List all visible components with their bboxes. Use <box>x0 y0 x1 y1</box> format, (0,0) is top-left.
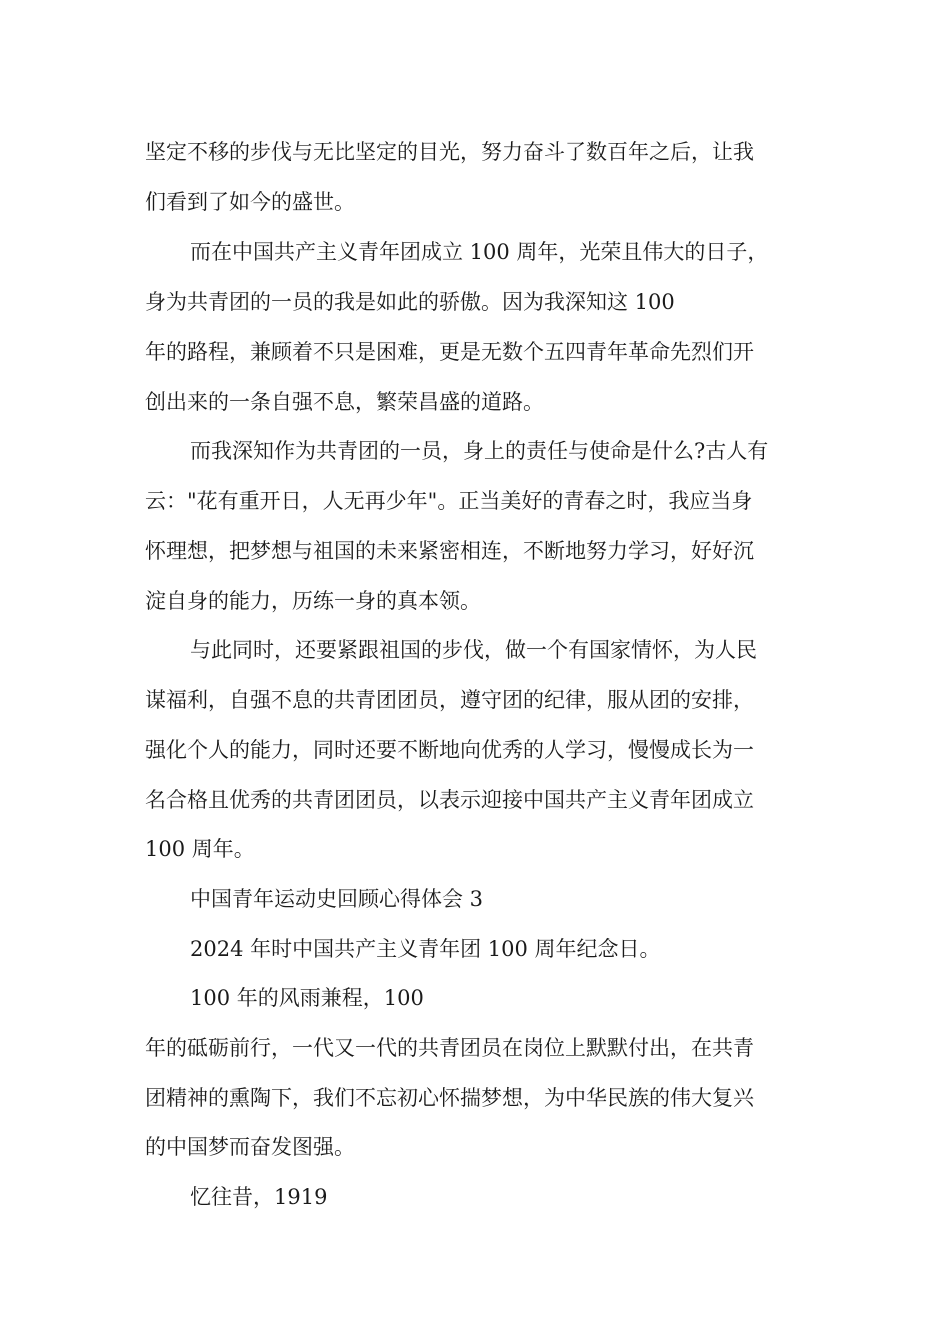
text-line: 们看到了如今的盛世。 <box>145 190 355 214</box>
text-line: 年的砥砺前行，一代又一代的共青团员在岗位上默默付出，在共青 <box>145 1036 754 1060</box>
text-line: 云："花有重开日，人无再少年"。正当美好的青春之时，我应当身 <box>145 489 753 513</box>
text-line: 年的路程，兼顾着不只是困难，更是无数个五四青年革命先烈们开 <box>145 340 754 364</box>
paragraph-start: 100 年的风雨兼程，100 <box>190 986 424 1010</box>
text-line: 坚定不移的步伐与无比坚定的目光，努力奋斗了数百年之后，让我 <box>145 140 754 164</box>
section-heading: 中国青年运动史回顾心得体会 3 <box>190 887 484 911</box>
text-line: 强化个人的能力，同时还要不断地向优秀的人学习，慢慢成长为一 <box>145 738 754 762</box>
paragraph-start: 忆往昔，1919 <box>190 1185 328 1209</box>
text-line: 身为共青团的一员的我是如此的骄傲。因为我深知这 100 <box>145 290 675 314</box>
text-line: 创出来的一条自强不息，繁荣昌盛的道路。 <box>145 390 544 414</box>
paragraph-start: 与此同时，还要紧跟祖国的步伐，做一个有国家情怀，为人民 <box>190 638 757 662</box>
text-line: 团精神的熏陶下，我们不忘初心怀揣梦想，为中华民族的伟大复兴 <box>145 1086 754 1110</box>
text-line: 名合格且优秀的共青团团员，以表示迎接中国共产主义青年团成立 <box>145 788 754 812</box>
text-line: 怀理想，把梦想与祖国的未来紧密相连，不断地努力学习，好好沉 <box>145 539 754 563</box>
paragraph-start: 2024 年时中国共产主义青年团 100 周年纪念日。 <box>190 937 661 961</box>
text-line: 淀自身的能力，历练一身的真本领。 <box>145 589 481 613</box>
paragraph-start: 而我深知作为共青团的一员，身上的责任与使命是什么?古人有 <box>190 439 769 463</box>
text-line: 的中国梦而奋发图强。 <box>145 1135 355 1159</box>
text-line: 100 周年。 <box>145 837 255 861</box>
text-line: 谋福利，自强不息的共青团团员，遵守团的纪律，服从团的安排， <box>145 688 754 712</box>
paragraph-start: 而在中国共产主义青年团成立 100 周年，光荣且伟大的日子， <box>190 240 769 264</box>
